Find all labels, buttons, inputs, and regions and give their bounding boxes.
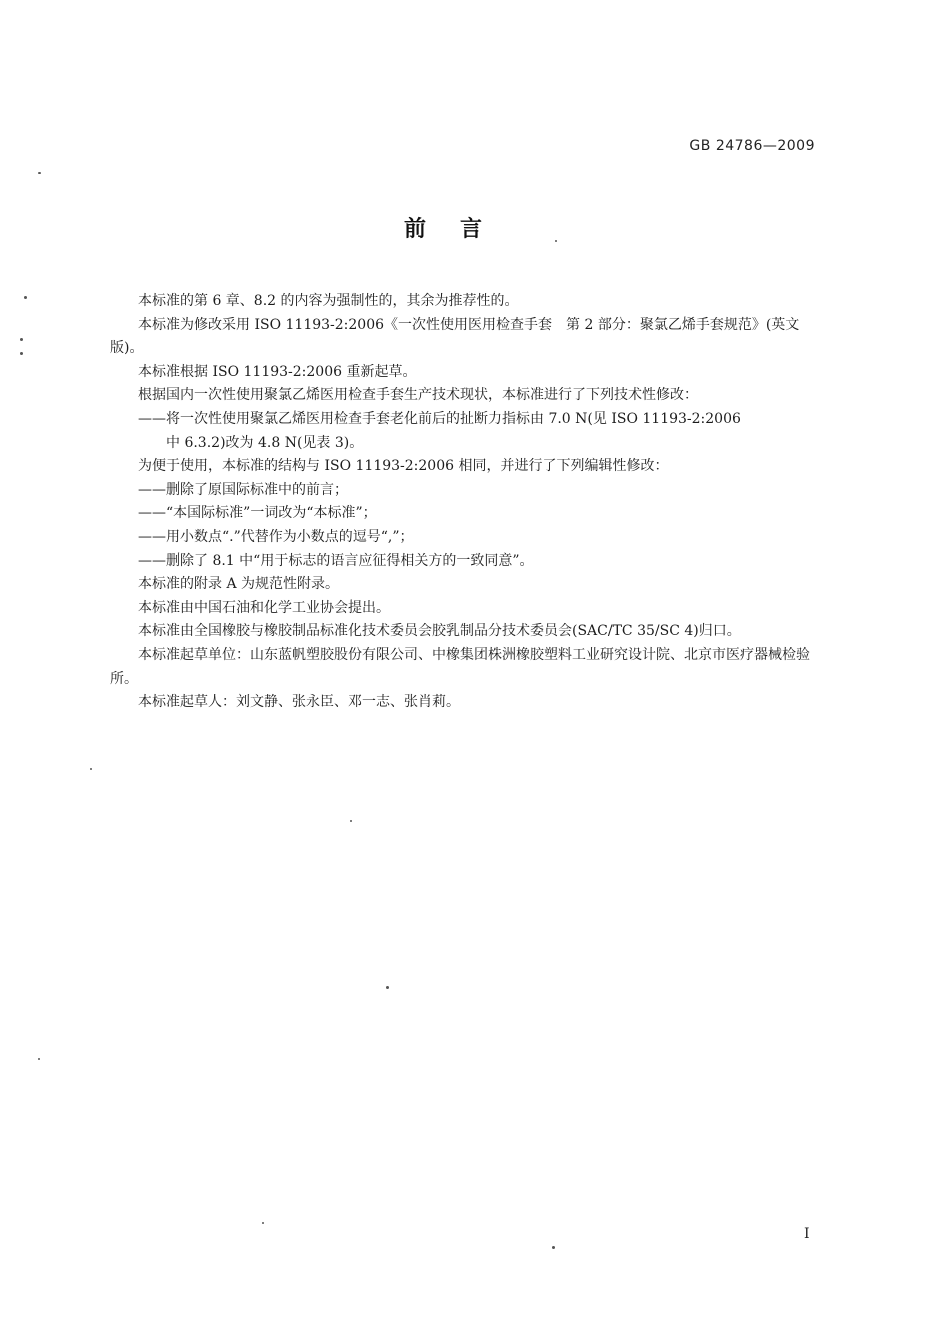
paragraph-adoption: 本标准为修改采用 ISO 11193-2:2006《一次性使用医用检查手套 第 2 部分：聚氯乙烯手套规范》(英文版)。 — [110, 316, 800, 357]
foreword-body — [110, 290, 820, 715]
paragraph-proposer: 本标准由中国石油和化学工业协会提出。 — [138, 599, 390, 616]
paragraph-annex: 本标准的附录 A 为规范性附录。 — [138, 576, 340, 593]
scan-speck — [38, 172, 41, 174]
scan-speck — [262, 1222, 264, 1224]
list-item-line-continued: 中 6.3.2)改为 4.8 N(见表 3)。 — [166, 434, 364, 451]
scan-speck — [20, 352, 23, 355]
list-item-line: ——将一次性使用聚氯乙烯医用检查手套老化前后的扯断力指标由 7.0 N(见 ISO 11193-2:2006 — [138, 410, 741, 427]
scan-speck — [386, 986, 389, 989]
list-item-technical-change — [110, 408, 820, 455]
list-item-editorial-change: ——“本国际标准”一词改为“本标准”； — [138, 505, 377, 522]
list-item-editorial-change: ——删除了 8.1 中“用于标志的语言应征得相关方的一致同意”。 — [138, 552, 534, 569]
scan-speck — [552, 1246, 555, 1249]
page-title: 前言 — [403, 217, 516, 242]
scan-speck — [20, 338, 23, 341]
paragraph-drafters: 本标准起草人：刘文静、张永臣、邓一志、张肖莉。 — [138, 694, 460, 711]
paragraph-editorial-changes-intro: 为便于使用，本标准的结构与 ISO 11193-2:2006 相同，并进行了下列编辑性修改： — [138, 458, 669, 475]
scan-speck — [38, 1058, 40, 1060]
paragraph-drafting-units: 本标准起草单位：山东蓝帆塑胶股份有限公司、中橡集团株洲橡胶塑料工业研究设计院、北京市医疗器械检验所。 — [110, 646, 810, 687]
paragraph-committee: 本标准由全国橡胶与橡胶制品标准化技术委员会胶乳制品分技术委员会(SAC/TC 35/SC 4)归口。 — [138, 623, 741, 640]
list-item-editorial-change: ——用小数点“.”代替作为小数点的逗号“,”； — [138, 528, 414, 545]
paragraph-mandatory-scope: 本标准的第 6 章、8.2 的内容为强制性的，其余为推荐性的。 — [138, 293, 519, 309]
page-number: I — [804, 1226, 810, 1242]
scan-speck — [555, 240, 557, 242]
scan-speck — [24, 296, 27, 299]
paragraph-redrafted: 本标准根据 ISO 11193-2:2006 重新起草。 — [138, 363, 417, 380]
document-code: GB 24786—2009 — [689, 138, 815, 154]
scan-speck — [90, 768, 92, 770]
list-item-editorial-change: ——删除了原国际标准中的前言； — [138, 481, 348, 498]
scan-speck — [350, 820, 352, 822]
paragraph-technical-changes-intro: 根据国内一次性使用聚氯乙烯医用检查手套生产技术现状，本标准进行了下列技术性修改： — [138, 387, 698, 404]
